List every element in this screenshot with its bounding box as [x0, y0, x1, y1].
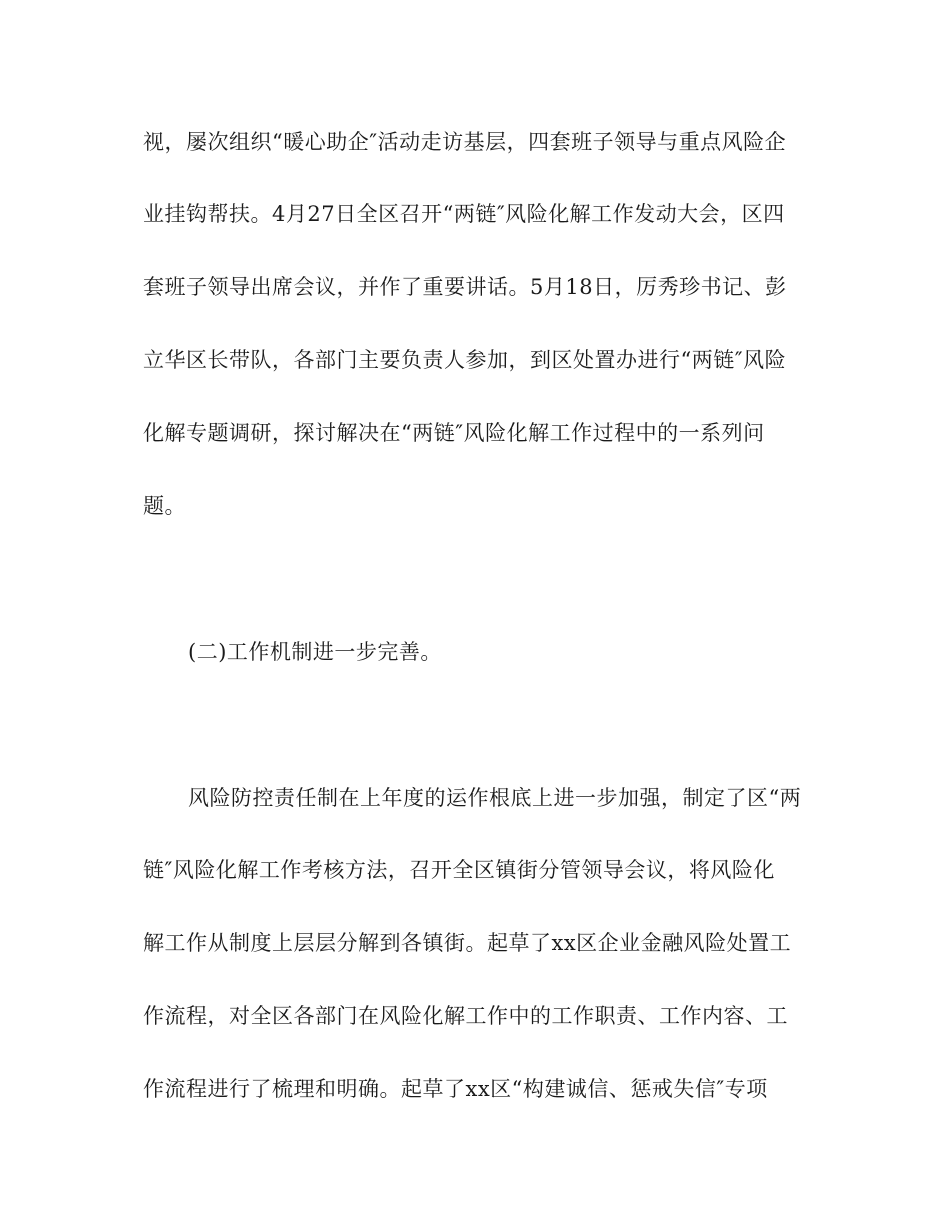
paragraph-1-line-4: 立华区长带队，各部门主要负责人参加，到区处置办进行“两链″风险 — [143, 348, 787, 372]
paragraph-1-line-6: 题。 — [143, 494, 186, 518]
paragraph-2-line-3: 解工作从制度上层层分解到各镇街。起草了xx区企业金融风险处置工 — [143, 931, 792, 955]
paragraph-1-line-3: 套班子领导出席会议，并作了重要讲话。5月18日，厉秀珍书记、彭 — [143, 275, 787, 299]
paragraph-2-line-5: 作流程进行了梳理和明确。起草了xx区“构建诚信、惩戒失信″专项 — [143, 1077, 768, 1101]
paragraph-2-line-4: 作流程，对全区各部门在风险化解工作中的工作职责、工作内容、工 — [143, 1004, 788, 1028]
paragraph-2-line-1: 风险防控责任制在上年度的运作根底上进一步加强，制定了区“两 — [188, 786, 802, 810]
paragraph-2-line-2: 链″风险化解工作考核方法，召开全区镇街分管领导会议，将风险化 — [143, 858, 775, 882]
paragraph-1-line-1: 视，屡次组织“暖心助企″活动走访基层，四套班子领导与重点风险企 — [143, 130, 787, 154]
paragraph-1-line-5: 化解专题调研，探讨解决在“两链″风险化解工作过程中的一系列问 — [143, 421, 765, 445]
section-heading: (二)工作机制进一步完善。 — [188, 640, 442, 664]
paragraph-1-line-2: 业挂钩帮扶。4月27日全区召开“两链″风险化解工作发动大会，区四 — [143, 202, 785, 226]
